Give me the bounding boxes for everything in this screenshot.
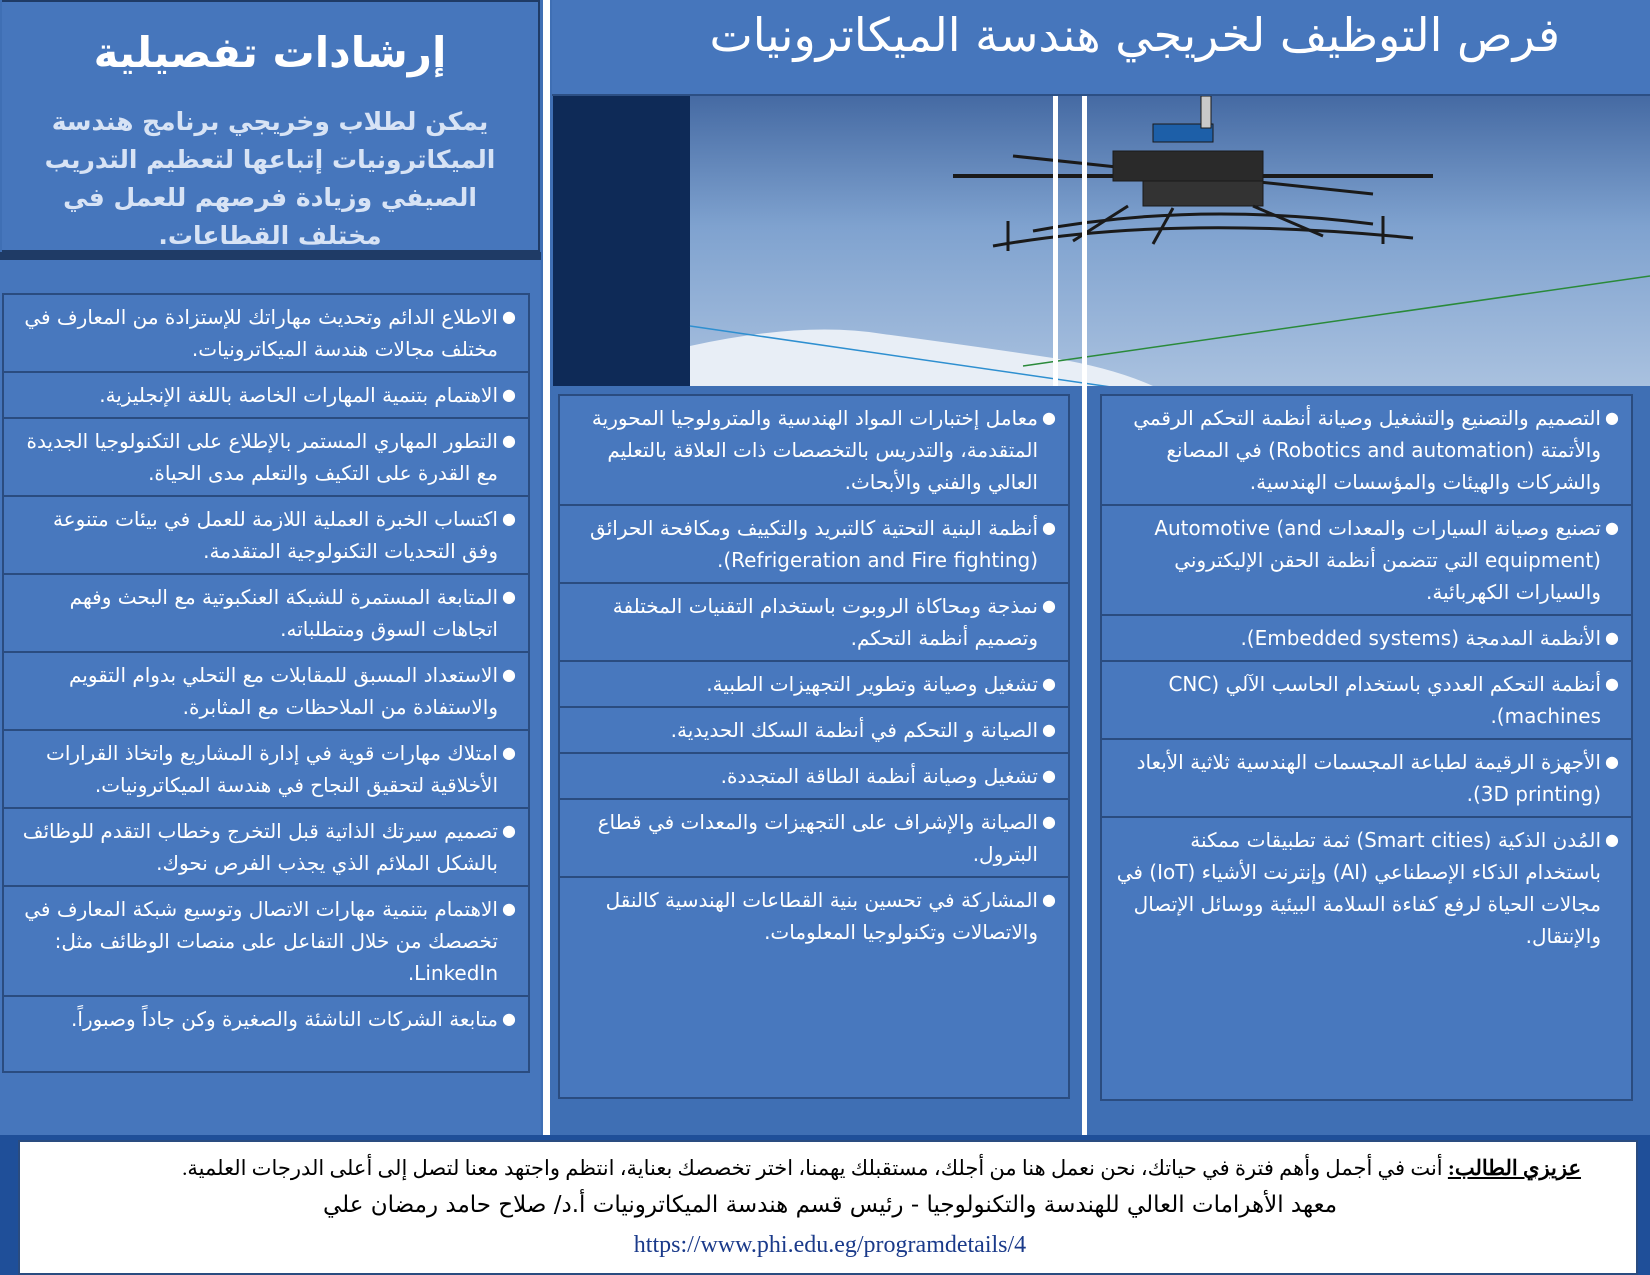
bullet-icon: ● (502, 743, 516, 762)
bullet-icon: ● (502, 431, 516, 450)
bullet-icon: ● (502, 821, 516, 840)
list-item-text: الاهتمام بتنمية مهارات الاتصال وتوسيع شبكة المعارف في تخصصك من خلال التفاعل على منصات الوظائف مثل: LinkedIn. (24, 897, 498, 985)
bullet-icon: ● (1042, 518, 1056, 537)
bullet-icon: ● (502, 587, 516, 606)
bullet-icon: ● (1605, 518, 1619, 537)
list-item-text: الصيانة والإشراف على التجهيزات والمعدات في قطاع البترول. (597, 810, 1038, 866)
page-title: فرص التوظيف لخريجي هندسة الميكاترونيات (709, 8, 1560, 62)
bullet-icon: ● (1042, 408, 1056, 427)
bullet-icon: ● (502, 509, 516, 528)
left-divider (0, 252, 541, 260)
list-item-text: الاهتمام بتنمية المهارات الخاصة باللغة الإنجليزية. (99, 383, 498, 407)
bullet-icon: ● (1605, 628, 1619, 647)
list-item (1102, 818, 1631, 958)
list-item (4, 653, 528, 731)
list-item (560, 878, 1068, 954)
photo-white-divider (1053, 96, 1058, 386)
list-item (560, 584, 1068, 662)
bullet-icon: ● (1042, 890, 1056, 909)
list-item-text: الأجهزة الرقيمة لطباعة المجسمات الهندسية ثلاثية الأبعاد (3D printing). (1136, 750, 1601, 806)
list-item (560, 800, 1068, 878)
bullet-icon: ● (1042, 674, 1056, 693)
bullet-icon: ● (1042, 596, 1056, 615)
bullet-icon: ● (1605, 408, 1619, 427)
list-item-text: المشاركة في تحسين بنية القطاعات الهندسية كالنقل والاتصالات وتكنولوجيا المعلومات. (605, 888, 1038, 944)
opportunities-list-right (1100, 394, 1633, 1101)
bullet-icon: ● (1042, 766, 1056, 785)
list-item (4, 295, 528, 373)
bullet-icon: ● (1605, 752, 1619, 771)
drone-image (553, 96, 1650, 386)
list-item (4, 731, 528, 809)
list-item-text: المتابعة المستمرة للشبكة العنكبوتية مع البحث وفهم اتجاهات السوق ومتطلباته. (69, 585, 498, 641)
bullet-icon: ● (502, 665, 516, 684)
photo-dark-strip (553, 96, 690, 386)
list-item-text: اكتساب الخبرة العملية اللازمة للعمل في بيئات متنوعة وفق التحديات التكنولوجية المتقدمة. (52, 507, 498, 563)
footer-signature: معهد الأهرامات العالي للهندسة والتكنولوجيا - رئيس قسم هندسة الميكاترونيات أ.د/ صلاح حامد رمضان علي (322, 1192, 1338, 1218)
list-item (560, 506, 1068, 584)
list-item (4, 419, 528, 497)
opportunities-list-middle (558, 394, 1070, 1099)
footer-message: أنت في أجمل وأهم فترة في حياتك، نحن نعمل هنا من أجلك، مستقبلك يهمنا، اختر تخصصك بعناية، انتظم واجتهد معنا لتصل إلى أعلى الدرجات العلمية. (182, 1156, 1443, 1180)
guidelines-title: إرشادات تفصيلية (93, 28, 447, 77)
list-item-text: المُدن الذكية (Smart cities) ثمة تطبيقات ممكنة باستخدام الذكاء الإصطناعي (AI) وإنترنت الأشياء (IoT) في مجالات الحياة لرفع كفاءة السلامة البيئية ووسائل الإتصال والإنتقال. (1116, 828, 1601, 948)
list-item-text: متابعة الشركات الناشئة والصغيرة وكن جاداً وصبوراً. (71, 1007, 498, 1031)
list-item-text: تشغيل وصيانة أنظمة الطاقة المتجددة. (720, 764, 1038, 788)
list-item-text: الصيانة و التحكم في أنظمة السكك الحديدية. (670, 718, 1038, 742)
left-header-panel (2, 0, 540, 252)
bullet-icon: ● (1042, 812, 1056, 831)
bullet-icon: ● (1042, 720, 1056, 739)
vertical-separator (543, 0, 550, 1140)
list-item (4, 997, 528, 1041)
list-item (560, 754, 1068, 800)
list-item (1102, 616, 1631, 662)
list-item-text: الأنظمة المدمجة (Embedded systems). (1240, 626, 1601, 650)
list-item-text: التصميم والتصنيع والتشغيل وصيانة أنظمة التحكم الرقمي والأتمتة (Robotics and automation) في المصانع والشركات والهيئات والمؤسسات الهندسية. (1133, 406, 1601, 494)
bullet-icon: ● (502, 307, 516, 326)
bullet-icon: ● (502, 899, 516, 918)
list-item (4, 575, 528, 653)
list-item (560, 708, 1068, 754)
list-item-text: الاطلاع الدائم وتحديث مهاراتك للإستزادة من المعارف في مختلف مجالات هندسة الميكاترونيات. (24, 305, 498, 361)
bullet-icon: ● (502, 1009, 516, 1028)
list-item (4, 497, 528, 575)
footer-label: عزيزي الطالب: (1447, 1156, 1581, 1180)
footer-message-line (21, 1156, 1581, 1181)
list-item (4, 373, 528, 419)
footer-url-link[interactable]: https://www.phi.edu.eg/programdetails/4 (633, 1232, 1027, 1258)
guidelines-list (2, 293, 530, 1073)
list-item (1102, 740, 1631, 818)
list-item-text: تشغيل وصيانة وتطوير التجهيزات الطبية. (706, 672, 1038, 696)
bullet-icon: ● (1605, 674, 1619, 693)
list-item-text: تصنيع وصيانة السيارات والمعدات Automotive (and equipment) التي تتضمن أنظمة الحقن الإليكتروني والسيارات الكهربائية. (1154, 516, 1601, 604)
list-item-text: نمذجة ومحاكاة الروبوت باستخدام التقنيات المختلفة وتصميم أنظمة التحكم. (612, 594, 1038, 650)
drone-photo-svg (553, 96, 1650, 386)
list-item (4, 887, 528, 997)
list-item-text: امتلاك مهارات قوية في إدارة المشاريع واتخاذ القرارات الأخلاقية لتحقيق النجاح في هندسة الميكاترونيات. (46, 741, 498, 797)
list-item (4, 809, 528, 887)
footer-note (18, 1140, 1638, 1275)
accent-line-green (1023, 276, 1650, 366)
drone-icon (953, 96, 1433, 251)
list-item (1102, 662, 1631, 740)
list-item-text: الاستعداد المسبق للمقابلات مع التحلي بدوام التقويم والاستفادة من الملاحظات مع المثابرة. (68, 663, 498, 719)
list-item (1102, 506, 1631, 616)
guidelines-intro: يمكن لطلاب وخريجي برنامج هندسة الميكاترونيات إتباعها لتعظيم التدريب الصيفي وزيادة فرصهم للعمل في مختلف القطاعات. (44, 107, 496, 250)
list-item (560, 662, 1068, 708)
list-item-text: معامل إختبارات المواد الهندسية والمترولوجيا المحورية المتقدمة، والتدريس بالتخصصات ذات العلاقة بالتعليم العالي والفني والأبحاث. (591, 406, 1038, 494)
list-item-text: التطور المهاري المستمر بالإطلاع على التكنولوجيا الجديدة مع القدرة على التكيف والتعلم مدى الحياة. (26, 429, 498, 485)
list-item-text: أنظمة البنية التحتية كالتبريد والتكييف ومكافحة الحرائق (Refrigeration and Fire fighting). (590, 516, 1038, 572)
list-item (1102, 396, 1631, 506)
list-item (560, 396, 1068, 506)
bullet-icon: ● (1605, 830, 1619, 849)
title-bar (552, 0, 1650, 96)
list-item-text: تصميم سيرتك الذاتية قبل التخرج وخطاب التقدم للوظائف بالشكل الملائم الذي يجذب الفرص نحوك. (22, 819, 498, 875)
bullet-icon: ● (502, 385, 516, 404)
list-item-text: أنظمة التحكم العددي باستخدام الحاسب الآلي (CNC machines). (1168, 672, 1601, 728)
vertical-separator-2 (1082, 96, 1087, 1140)
